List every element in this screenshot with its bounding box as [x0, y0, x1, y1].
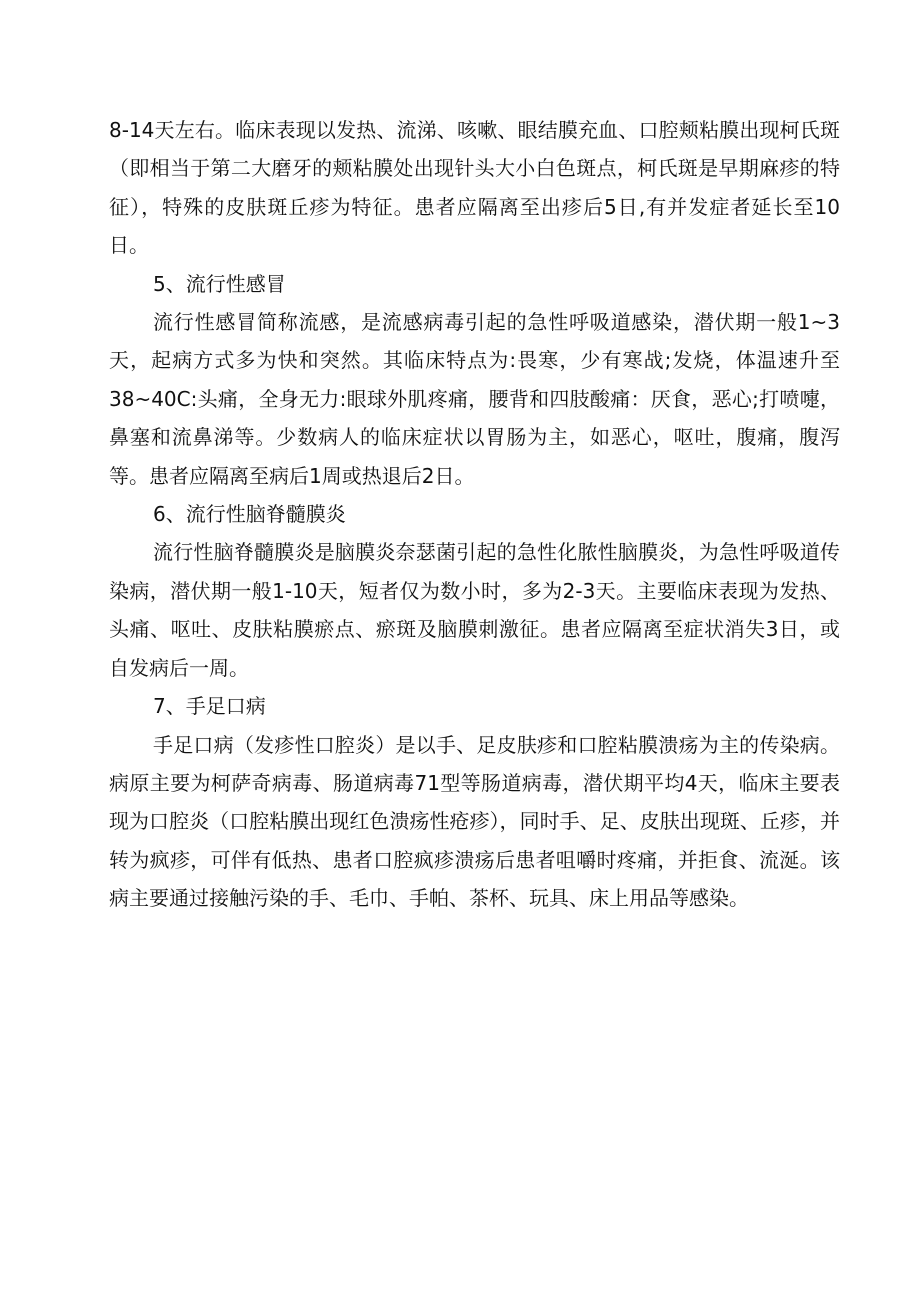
influenza-paragraph: 流行性感冒简称流感，是流感病毒引起的急性呼吸道感染，潜伏期一般1~3天，起病方式多为快和突然。其临床特点为:畏寒，少有寒战;发烧，体温速升至38~40C:头痛，全身无力:眼球外肌疼痛，腰背和四肢酸痛：厌食，恶心;打喷嚏，鼻塞和流鼻涕等。少数病人的临床症状以胃肠为主，如恶心，呕吐，腹痛，腹泻等。患者应隔离至病后1周或热退后2日。: [109, 310, 840, 488]
section-heading-meningitis: 6、流行性脑脊髓膜炎: [153, 502, 346, 527]
section-heading-influenza: 5、流行性感冒: [153, 271, 286, 296]
measles-paragraph-continued: 8-14天左右。临床表现以发热、流涕、咳嗽、眼结膜充血、口腔颊粘膜出现柯氏斑（即相当于第二大磨牙的颊粘膜处出现针头大小白色斑点，柯氏斑是早期麻疹的特征），特殊的皮肤斑丘疹为特征。患者应隔离至出疹后5日,有并发症者延长至10日。: [109, 118, 840, 258]
hand-foot-mouth-paragraph: 手足口病（发疹性口腔炎）是以手、足皮肤疹和口腔粘膜溃疡为主的传染病。病原主要为柯萨奇病毒、肠道病毒71型等肠道病毒，潜伏期平均4天，临床主要表现为口腔炎（口腔粘膜出现红色溃疡性疮疹），同时手、足、皮肤出现斑、丘疹，并转为疯疹，可伴有低热、患者口腔疯疹溃疡后患者咀嚼时疼痛，并拒食、流涎。该病主要通过接触污染的手、毛巾、手帕、茶杯、玩具、床上用品等感染。: [109, 732, 840, 911]
meningitis-paragraph: 流行性脑脊髓膜炎是脑膜炎奈瑟菌引起的急性化脓性脑膜炎，为急性呼吸道传染病，潜伏期一般1-10天，短者仅为数小时，多为2-3天。主要临床表现为发热、头痛、呕吐、皮肤粘膜瘀点、瘀斑及脑膜刺激征。患者应隔离至症状消失3日，或自发病后一周。: [109, 540, 840, 680]
section-heading-hand-foot-mouth: 7、手足口病: [153, 694, 266, 719]
